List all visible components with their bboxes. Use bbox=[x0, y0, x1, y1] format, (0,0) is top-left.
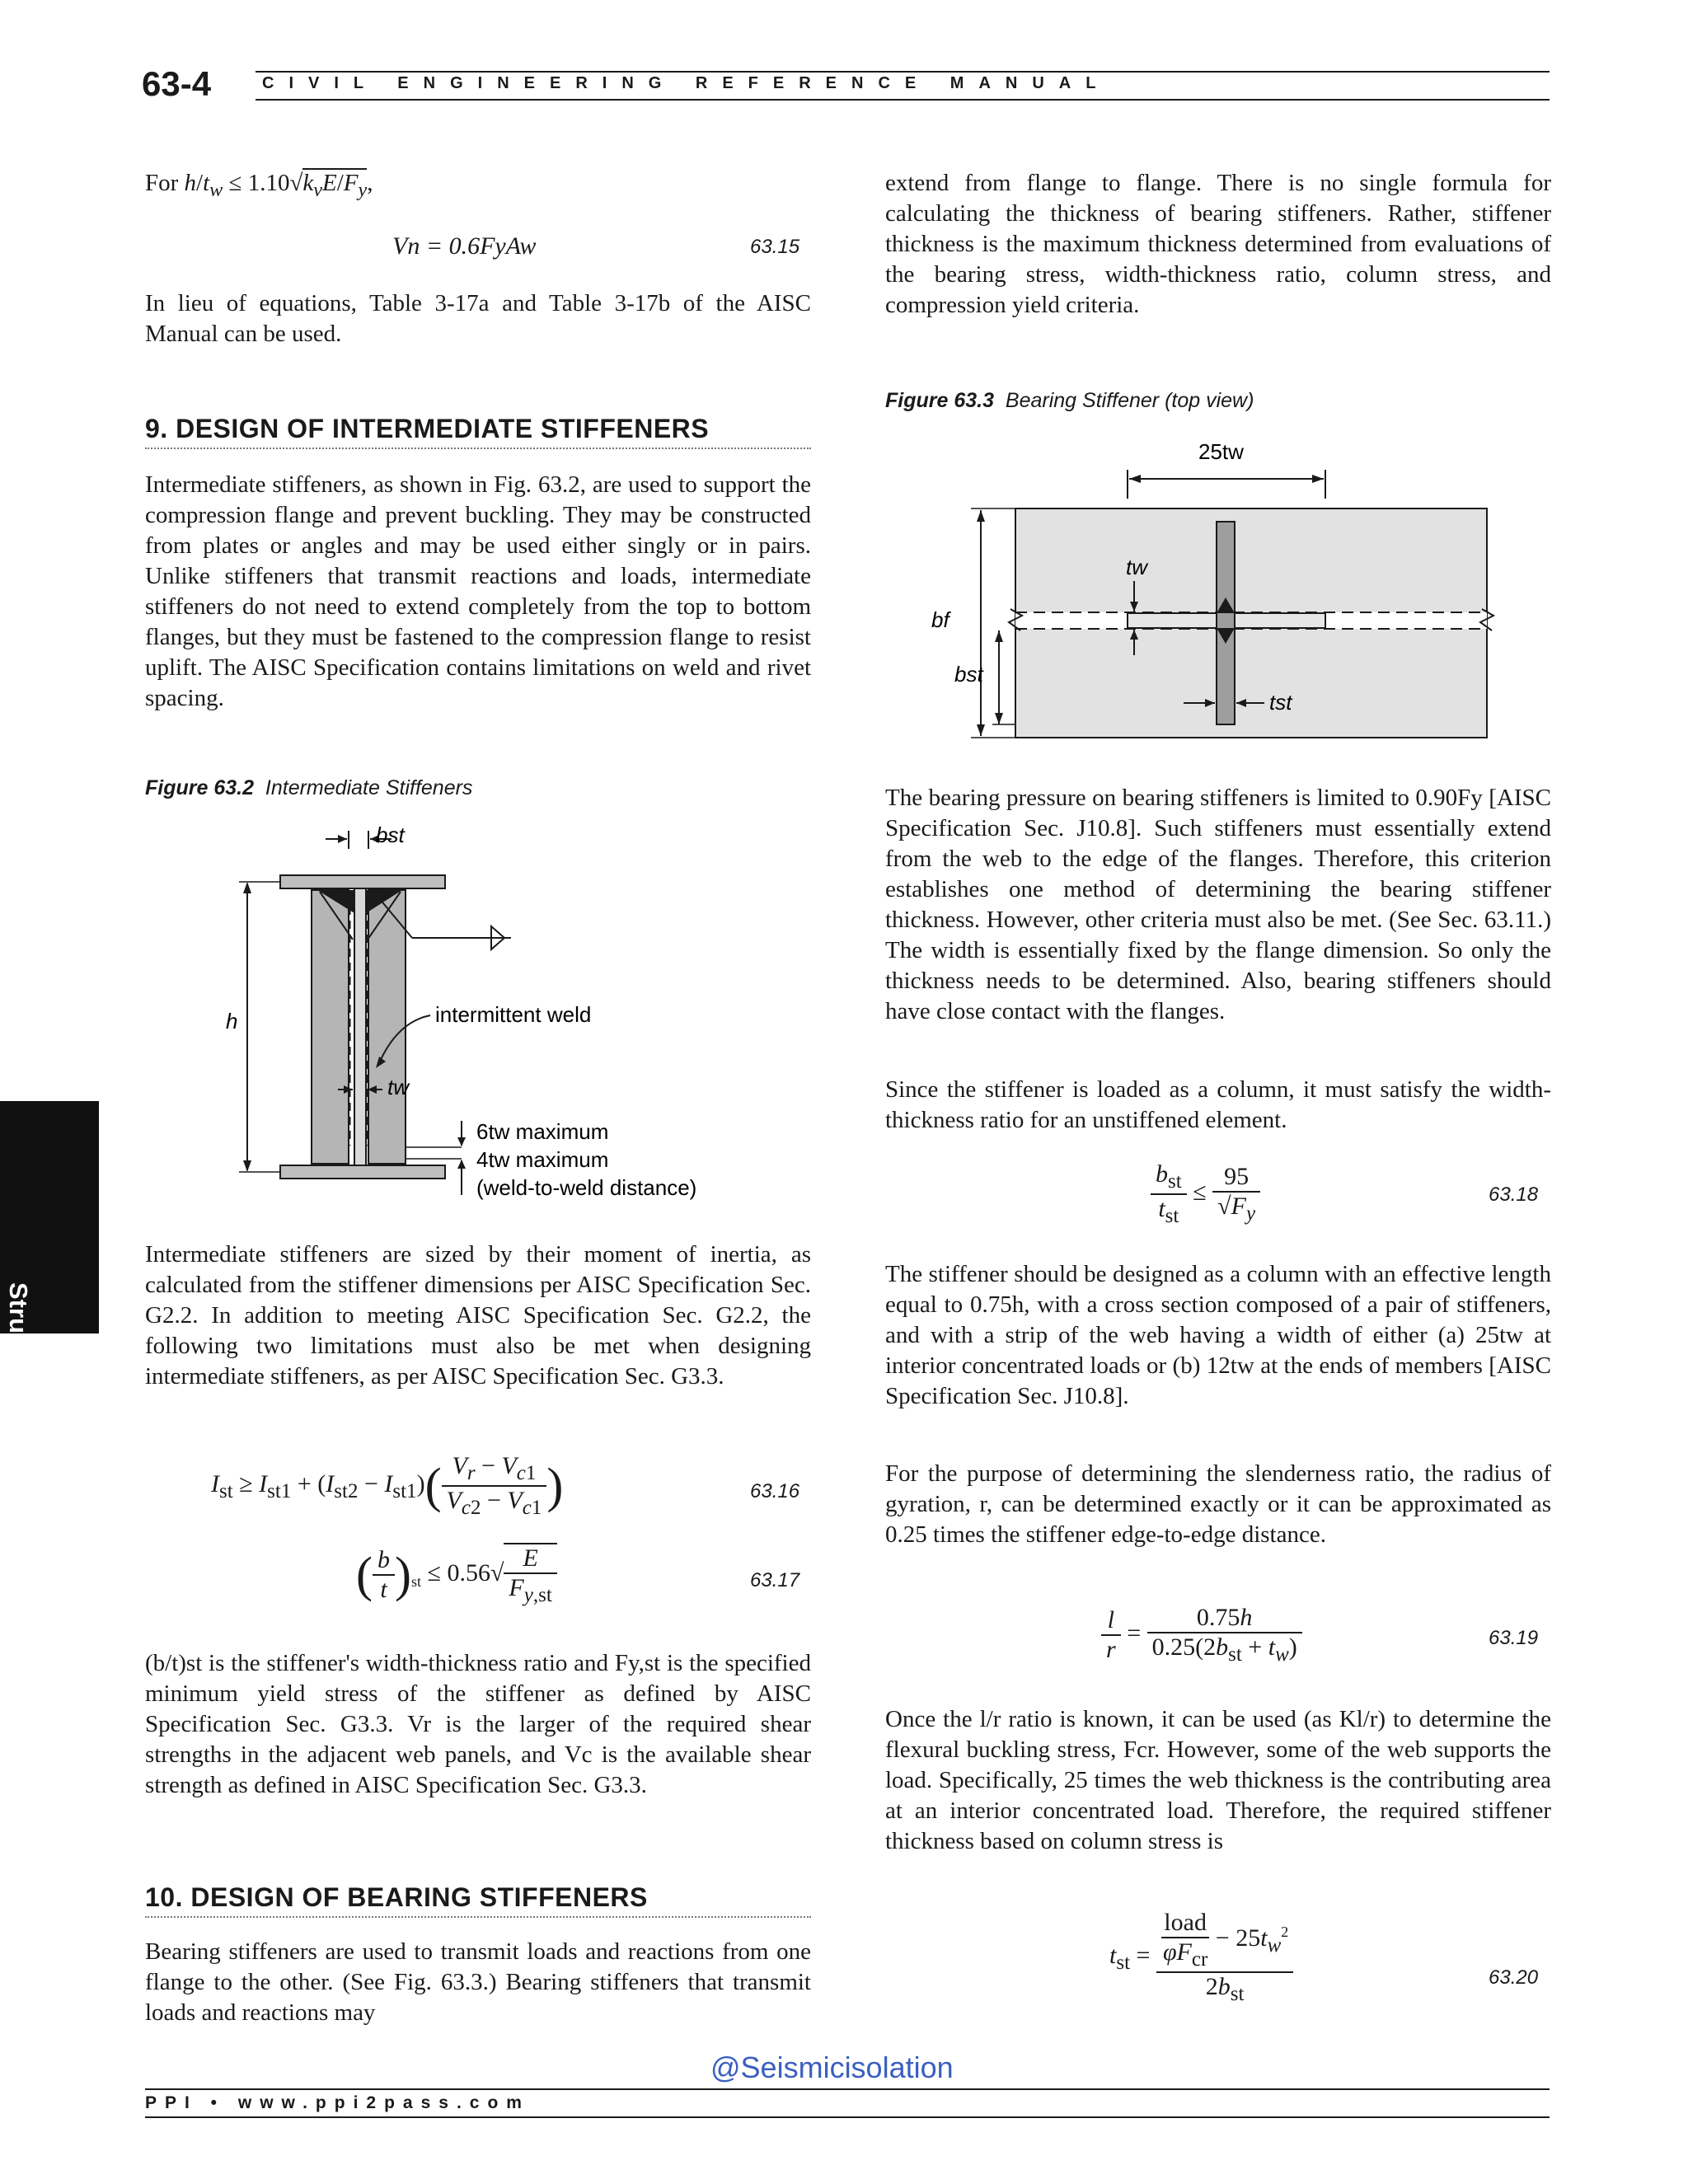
paragraph-bearing-intro: Bearing stiffeners are used to transmit loads and reactions from one flange to the other. (See Fig. 63.3.) Bearing stiffeners that transmit loads and reactions may bbox=[145, 1938, 811, 2026]
watermark: @Seismicisolation bbox=[710, 2050, 954, 2084]
footer-publisher[interactable]: PPI • www.ppi2pass.com bbox=[145, 2093, 530, 2112]
25tw-label: 25tw bbox=[1198, 439, 1244, 464]
paragraph-column: Since the stiffener is loaded as a column, it must satisfy the width-thickness ratio for an unstiffened element. bbox=[885, 1076, 1551, 1133]
bst-label: bst bbox=[954, 662, 983, 687]
equation-number: 63.19 bbox=[1489, 1627, 1539, 1649]
section-heading-10: 10. DESIGN OF BEARING STIFFENERS bbox=[145, 1882, 648, 1912]
header-rule-bottom bbox=[256, 99, 1550, 101]
paragraph-bt: (b/t)st is the stiffener's width-thickness ratio and Fy,st is the specified minimum yield stress of the stiffener as defined by AISC Specification Sec. G3.3. Vr is the larger of the required shear strengths in the adjacent web panels, and Vc is the available shear strength as defined in AISC Specification Sec. G3.3. bbox=[145, 1650, 811, 1798]
h-label: h bbox=[226, 1009, 238, 1033]
running-title: CIVIL ENGINEERING REFERENCE MANUAL bbox=[262, 74, 1111, 92]
equation-63-18: $\frac{b_{st}}{t_{st}}$ ≤ $\frac{95}{√F_y}$ bbox=[1151, 1160, 1260, 1228]
paragraph-sized: Intermediate stiffeners are sized by their moment of inertia, as calculated from the stiffener dimensions per AISC Specification Sec. G2.2. In addition to meeting AISC Specification Sec. G2.2, the following two limitations must also be met when designing intermediate stiffeners, as per AISC Specification Sec. G3.3. bbox=[145, 1241, 811, 1390]
figure-label: Figure 63.3 bbox=[885, 389, 994, 412]
page-number: 63-4 bbox=[142, 64, 212, 103]
tw-label: tw bbox=[1126, 555, 1147, 579]
figure-title: Bearing Stiffener (top view) bbox=[1005, 389, 1254, 412]
equation-number: 63.17 bbox=[750, 1569, 800, 1591]
section-tab-label: Structural bbox=[4, 1282, 33, 1404]
equation-number: 63.18 bbox=[1489, 1183, 1539, 1206]
header-rule-top bbox=[256, 71, 1550, 73]
tst-label: tst bbox=[1269, 690, 1292, 715]
weld-distance-label: (weld-to-weld distance) bbox=[476, 1175, 697, 1200]
paragraph-extend: extend from flange to flange. There is no single formula for calculating the thickness of bearing stiffeners. Rather, stiffener thickness is the maximum thickness determined from evaluations of the bearing stress, width-thickness ratio, column stress, and compression yield criteria. bbox=[885, 170, 1551, 318]
equation-number: 63.20 bbox=[1489, 1966, 1539, 1989]
figure-title: Intermediate Stiffeners bbox=[265, 776, 473, 799]
figure-label: Figure 63.2 bbox=[145, 776, 254, 799]
footer-rule-bottom bbox=[145, 2116, 1550, 2118]
paragraph-lieu: In lieu of equations, Table 3-17a and Table 3-17b of the AISC Manual can be used. bbox=[145, 290, 811, 347]
for-condition: For $h/t_w \le 1.10√k_vE/F_y$, bbox=[145, 170, 373, 201]
heading-rule bbox=[145, 1916, 811, 1918]
max-6tw-label: 6tw maximum bbox=[476, 1119, 609, 1144]
bst-label: bst bbox=[376, 823, 405, 847]
figure-63-2-caption bbox=[145, 776, 472, 800]
paragraph-intermediate: Intermediate stiffeners, as shown in Fig. 63.2, are used to support the compression flange and prevent buckling. They may be constructed from plates or angles and may be used either singly or in pairs. Unlike stiffeners that transmit reactions and loads, intermediate stiffeners do not need to extend completely from the top to bottom flanges, but they must be fastened to the compression flange to resist uplift. The AISC Specification contains limitations on weld and rivet spacing. bbox=[145, 471, 811, 711]
footer-rule-top bbox=[145, 2088, 1550, 2090]
equation-63-16: $I_{st} \ge I_{st1} + (I_{st2} - I_{st1})$( $\frac{V_r - V_{c1}}{V_{c2} - V_{c1}}$ ) bbox=[211, 1452, 564, 1519]
intermittent-weld-label: intermittent weld bbox=[435, 1002, 592, 1027]
figure-63-3-diagram bbox=[923, 433, 1533, 746]
equation-63-15: Vn = 0.6FyAw bbox=[392, 232, 537, 260]
figure-63-2-diagram bbox=[214, 816, 758, 1203]
section-heading-9: 9. DESIGN OF INTERMEDIATE STIFFENERS bbox=[145, 414, 710, 443]
max-4tw-label: 4tw maximum bbox=[476, 1147, 609, 1172]
equation-63-17: ( $\frac{b}{t}$ )$_{st} \le 0.56√$ $\frac{E}{F_{y,st}}$ bbox=[356, 1543, 557, 1607]
equation-63-19: $\frac{l}{r}$ = $\frac{0.75h}{0.25(2b_{st} + t_w)}$ bbox=[1101, 1604, 1302, 1666]
tw-label: tw bbox=[387, 1075, 409, 1099]
paragraph-slenderness: For the purpose of determining the slenderness ratio, the radius of gyration, r, can be determined exactly or it can be approximated as 0.25 times the stiffener edge-to-edge distance. bbox=[885, 1460, 1551, 1548]
paragraph-once: Once the l/r ratio is known, it can be used (as Kl/r) to determine the flexural buckling stress, Fcr. However, some of the web supports the load. Specifically, 25 times the web thickness is the contributing area at an interior concentrated load. Therefore, the required stiffener thickness based on column stress is bbox=[885, 1706, 1551, 1854]
paragraph-design: The stiffener should be designed as a column with an effective length equal to 0.75h, with a cross section composed of a pair of stiffeners, and with a strip of the web having a width of either (a) 25tw at interior concentrated loads or (b) 12tw at the ends of members [AISC Specification Sec. J10.8]. bbox=[885, 1261, 1551, 1409]
equation-number: 63.15 bbox=[750, 236, 800, 258]
paragraph-bearing-pressure: The bearing pressure on bearing stiffeners is limited to 0.90Fy [AISC Specification Sec. J10.8]. Such stiffeners must essentially extend from the web to the edge of the flanges. Therefore, this criterion establishes one method of determining the bearing stiffener thickness. However, other criteria must also be met. (See Sec. 63.11.) The width is essentially fixed by the flange dimension. So only the thickness needs to be determined. Also, bearing stiffeners should have close contact with the flanges. bbox=[885, 785, 1551, 1024]
bf-label: bf bbox=[931, 607, 950, 632]
heading-rule bbox=[145, 448, 811, 449]
equation-63-20: $t_{st}$ = $\frac{\text{load}}{\varphi F_{cr}}$ − $25t_w^2$ $2b_{st}$ bbox=[1109, 1909, 1293, 2006]
figure-63-3-caption bbox=[885, 389, 1254, 413]
equation-number: 63.16 bbox=[750, 1480, 800, 1502]
